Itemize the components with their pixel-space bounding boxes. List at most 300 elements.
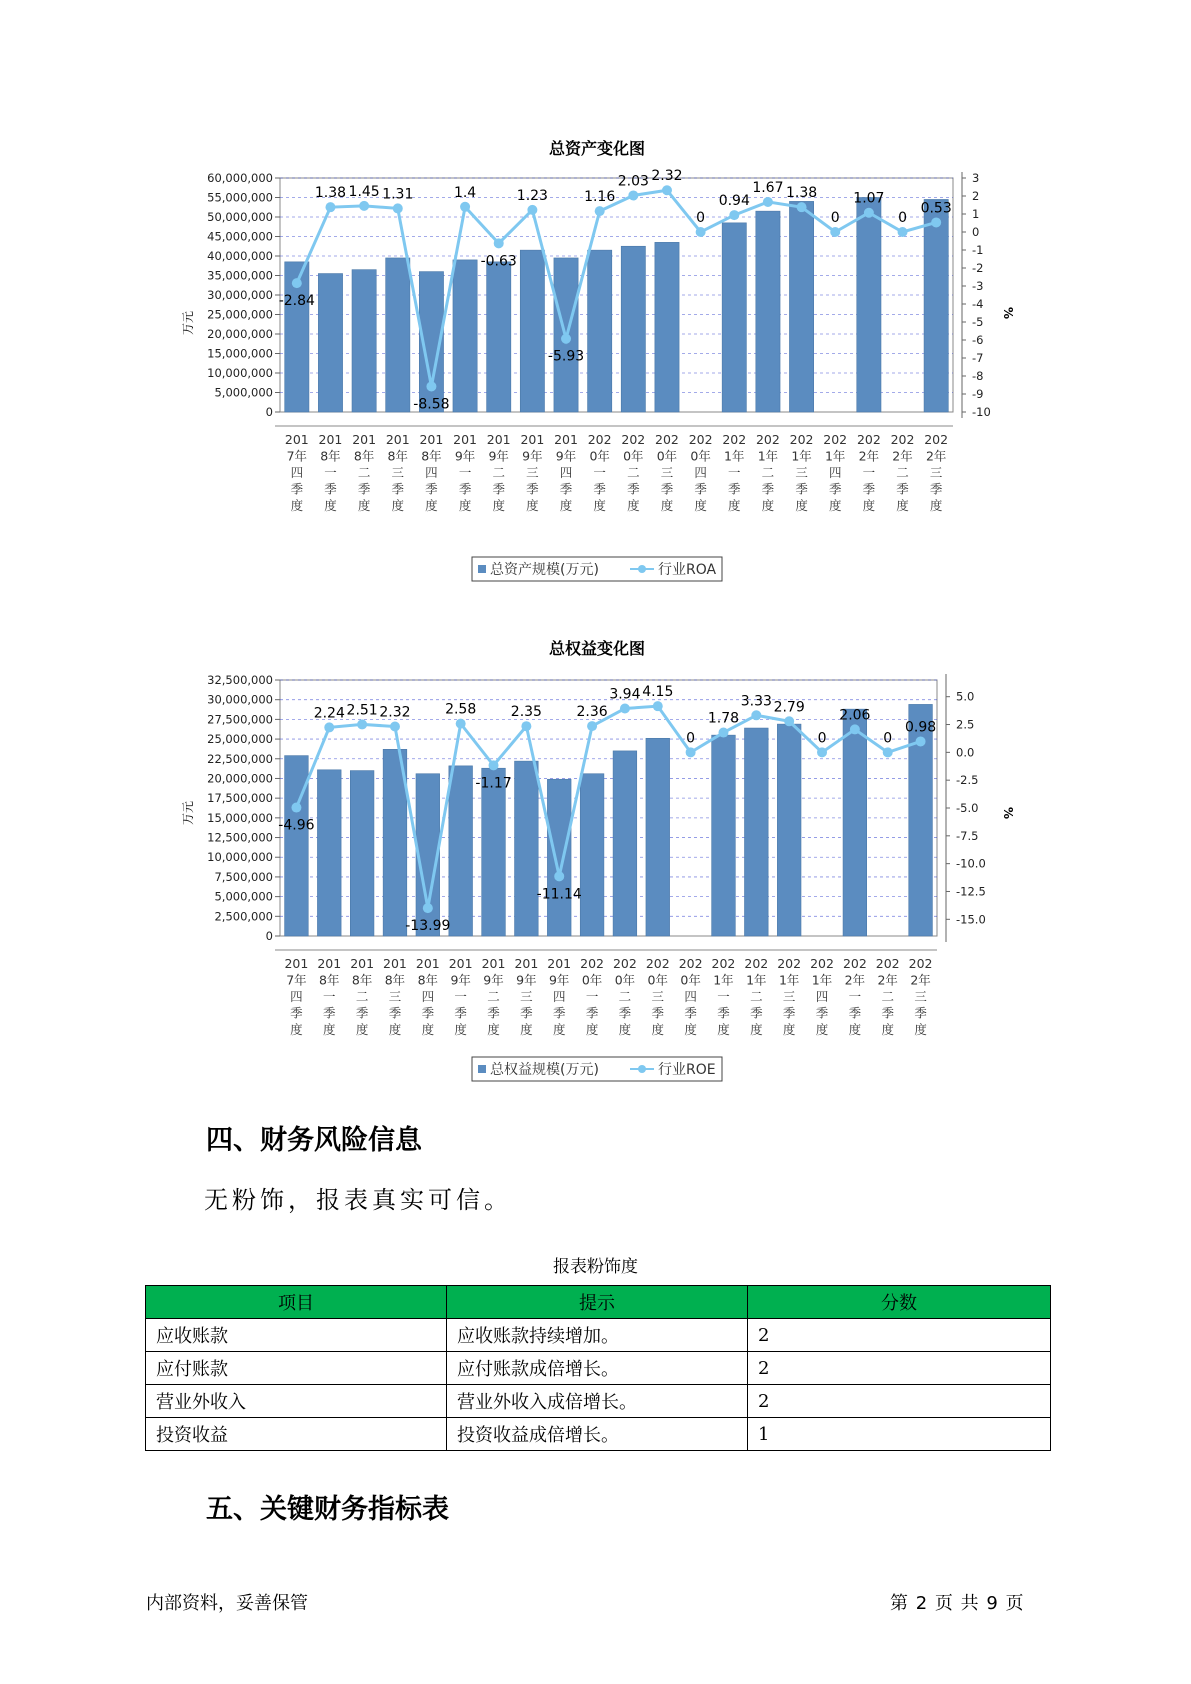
data-label: 0 xyxy=(686,730,696,747)
x-tick-label: 201 xyxy=(385,432,410,447)
data-label: 1.38 xyxy=(314,185,347,202)
x-tick-label: 度 xyxy=(848,1022,862,1037)
x-tick-label: 1年 xyxy=(757,448,779,464)
bar xyxy=(317,770,341,936)
y-tick-label: 0 xyxy=(265,405,273,419)
x-tick-label: 三 xyxy=(795,465,808,480)
data-label: -8.58 xyxy=(413,396,450,413)
y2-tick-label: -2.5 xyxy=(956,773,979,788)
data-point xyxy=(291,803,301,813)
x-tick-label: 季 xyxy=(660,481,674,497)
data-label: -13.99 xyxy=(405,918,451,935)
bar xyxy=(318,274,342,412)
x-tick-label: 度 xyxy=(881,1022,894,1037)
data-point xyxy=(357,719,367,729)
bar xyxy=(712,735,736,936)
x-tick-label: 季 xyxy=(526,481,539,497)
data-label: 2.51 xyxy=(346,702,378,719)
bar xyxy=(386,258,410,412)
y-tick-label: 7,500,000 xyxy=(214,869,273,884)
bar xyxy=(487,262,511,412)
y2-tick-label: -12.5 xyxy=(956,884,986,899)
y-tick-label: 10,000,000 xyxy=(207,850,273,865)
data-label: 2.32 xyxy=(651,168,683,185)
y-tick-label: 15,000,000 xyxy=(207,346,273,361)
x-tick-label: 0年 xyxy=(680,972,701,988)
x-tick-label: 度 xyxy=(914,1022,927,1037)
x-tick-label: 1年 xyxy=(824,448,846,464)
x-tick-label: 季 xyxy=(388,1005,402,1021)
x-tick-label: 202 xyxy=(587,432,612,447)
x-tick-label: 度 xyxy=(862,498,876,513)
bar xyxy=(547,779,571,936)
x-tick-label: 季 xyxy=(585,1005,599,1021)
table-row xyxy=(146,1319,1051,1352)
x-tick-label: 季 xyxy=(815,1005,829,1021)
x-tick-label: 9年 xyxy=(548,972,570,988)
data-label: 1.38 xyxy=(785,185,818,202)
data-label: 3.33 xyxy=(740,693,772,710)
bar xyxy=(621,246,645,412)
data-label: 2.79 xyxy=(773,699,805,716)
y2-tick-label: -4 xyxy=(972,297,984,311)
x-tick-label: 季 xyxy=(750,1005,763,1021)
x-tick-label: 202 xyxy=(744,956,769,971)
y-tick-label: 20,000,000 xyxy=(207,771,273,786)
bar xyxy=(722,223,746,412)
x-tick-label: 度 xyxy=(458,498,472,513)
table-cell: 营业外收入成倍增长。 xyxy=(447,1385,748,1418)
data-point xyxy=(521,721,531,731)
x-tick-label: 度 xyxy=(627,498,640,513)
data-label: 1.45 xyxy=(348,183,380,200)
x-tick-label: 9年 xyxy=(488,448,509,464)
x-tick-label: 季 xyxy=(559,481,573,497)
x-tick-label: 度 xyxy=(651,1022,665,1037)
x-tick-label: 四 xyxy=(421,989,435,1004)
y2-tick-label: 2.5 xyxy=(956,717,975,732)
x-tick-label: 202 xyxy=(711,956,736,971)
y2-tick-label: -10.0 xyxy=(956,856,986,871)
data-label: 1.31 xyxy=(382,186,414,203)
x-tick-label: 季 xyxy=(425,481,438,497)
data-point xyxy=(554,871,564,881)
legend xyxy=(472,557,722,581)
data-point xyxy=(359,201,369,211)
x-tick-label: 一 xyxy=(323,989,336,1004)
data-label: 4.15 xyxy=(642,684,674,701)
x-tick-label: 2年 xyxy=(910,972,931,988)
y-axis-label-right: % xyxy=(1001,306,1015,320)
x-tick-label: 1年 xyxy=(724,448,745,464)
data-label: 0.53 xyxy=(920,200,952,217)
bar xyxy=(285,756,309,936)
data-point xyxy=(426,381,436,391)
x-tick-label: 二 xyxy=(896,465,909,480)
data-point xyxy=(292,278,302,288)
data-point xyxy=(595,206,605,216)
x-tick-label: 9年 xyxy=(516,972,537,988)
x-tick-label: 202 xyxy=(722,432,747,447)
y-axis-label-left: 万元 xyxy=(181,800,195,826)
footer-page-number: 第 2 页 共 9 页 xyxy=(890,1593,1025,1614)
x-tick-label: 四 xyxy=(684,989,697,1004)
bar xyxy=(515,761,539,936)
x-tick-label: 8年 xyxy=(417,972,439,988)
bar xyxy=(588,250,612,412)
table-cell: 2 xyxy=(748,1319,1051,1352)
legend-line-swatch xyxy=(638,1065,646,1073)
x-tick-label: 201 xyxy=(514,956,539,971)
x-tick-label: 季 xyxy=(593,481,606,497)
data-point xyxy=(527,205,537,215)
y2-tick-label: -9 xyxy=(972,387,984,401)
assets-chart-svg xyxy=(0,130,1191,600)
bar xyxy=(453,260,477,412)
data-point xyxy=(494,238,504,248)
data-point xyxy=(751,710,761,720)
x-tick-label: 季 xyxy=(828,481,842,497)
y-axis-label-left: 万元 xyxy=(181,310,195,336)
x-tick-label: 0年 xyxy=(623,448,644,464)
table-row xyxy=(146,1385,1051,1418)
x-tick-label: 度 xyxy=(357,498,371,513)
x-tick-label: 201 xyxy=(284,956,309,971)
x-tick-label: 0年 xyxy=(656,448,678,464)
x-tick-label: 202 xyxy=(856,432,881,447)
table-cell: 应收账款持续增加。 xyxy=(447,1319,748,1352)
y2-tick-label: -2 xyxy=(972,261,984,275)
x-tick-label: 二 xyxy=(750,989,763,1004)
x-tick-label: 8年 xyxy=(320,448,341,464)
data-label: 3.94 xyxy=(609,686,641,703)
equity-chart xyxy=(0,630,1191,1094)
x-tick-label: 201 xyxy=(554,432,578,447)
x-tick-label: 一 xyxy=(593,465,606,480)
y2-tick-label: -7 xyxy=(972,351,984,365)
x-tick-label: 季 xyxy=(651,1005,665,1021)
data-label: 0.98 xyxy=(904,719,937,736)
chart-title: 总权益变化图 xyxy=(548,639,646,658)
x-tick-label: 2年 xyxy=(858,448,880,464)
y-tick-label: 30,000,000 xyxy=(207,288,273,302)
legend-line-label: 行业ROE xyxy=(658,1062,716,1078)
x-tick-label: 季 xyxy=(761,481,775,497)
x-tick-label: 201 xyxy=(415,956,440,971)
bar xyxy=(350,771,374,936)
x-tick-label: 三 xyxy=(914,989,927,1004)
y2-tick-label: 1 xyxy=(972,207,980,221)
x-tick-label: 7年 xyxy=(286,972,307,988)
y2-tick-label: -5 xyxy=(972,315,984,329)
equity-chart-svg xyxy=(0,630,1191,1090)
x-tick-label: 201 xyxy=(284,432,309,447)
table-cell: 2 xyxy=(748,1385,1051,1418)
data-point xyxy=(784,716,794,726)
x-tick-label: 2年 xyxy=(877,972,898,988)
x-tick-label: 季 xyxy=(896,481,909,497)
x-tick-label: 一 xyxy=(585,989,599,1004)
x-tick-label: 季 xyxy=(324,481,337,497)
bar xyxy=(482,768,506,936)
table-cell: 投资收益成倍增长。 xyxy=(447,1418,748,1451)
y-tick-label: 5,000,000 xyxy=(214,889,273,904)
x-tick-label: 季 xyxy=(694,481,707,497)
x-tick-label: 8年 xyxy=(384,972,406,988)
column-header: 提示 xyxy=(447,1286,748,1319)
x-tick-label: 201 xyxy=(481,956,506,971)
data-label: 1.07 xyxy=(853,190,885,207)
y2-tick-label: 0 xyxy=(972,225,980,239)
table-cell: 1 xyxy=(748,1418,1051,1451)
bar xyxy=(520,250,544,412)
data-label: 1.4 xyxy=(453,184,477,201)
plot-area xyxy=(207,673,986,1037)
data-point xyxy=(662,185,672,195)
x-tick-label: 季 xyxy=(323,1005,336,1021)
x-tick-label: 度 xyxy=(795,498,808,513)
x-tick-label: 一 xyxy=(848,989,862,1004)
data-label: 0 xyxy=(817,730,827,747)
table-cell: 应付账款 xyxy=(146,1352,447,1385)
x-tick-label: 202 xyxy=(924,432,949,447)
x-tick-label: 季 xyxy=(487,1005,500,1021)
data-point xyxy=(797,202,807,212)
x-tick-label: 度 xyxy=(593,498,606,513)
y-tick-label: 40,000,000 xyxy=(207,249,273,263)
data-label: 1.78 xyxy=(707,710,740,727)
y2-tick-label: -1 xyxy=(972,243,984,257)
x-tick-label: 季 xyxy=(552,1005,566,1021)
data-point xyxy=(850,724,860,734)
section4-heading: 四、财务风险信息 xyxy=(206,1125,422,1156)
x-tick-label: 三 xyxy=(929,465,943,480)
x-tick-label: 9年 xyxy=(483,972,504,988)
data-label: 0 xyxy=(883,730,893,747)
x-tick-label: 季 xyxy=(618,1005,632,1021)
x-tick-label: 度 xyxy=(694,498,707,513)
data-point xyxy=(718,728,728,738)
data-label: 2.03 xyxy=(617,173,649,190)
x-tick-label: 9年 xyxy=(522,448,543,464)
x-tick-label: 二 xyxy=(881,989,894,1004)
data-point xyxy=(325,202,335,212)
x-tick-label: 201 xyxy=(547,956,572,971)
x-tick-label: 三 xyxy=(651,989,665,1004)
x-tick-label: 201 xyxy=(520,432,545,447)
data-label: -0.63 xyxy=(480,253,517,270)
y2-tick-label: 2 xyxy=(972,189,980,203)
data-label: 2.32 xyxy=(379,704,411,721)
legend xyxy=(472,1057,722,1081)
x-tick-label: 202 xyxy=(908,956,933,971)
data-point xyxy=(390,722,400,732)
data-point xyxy=(628,190,638,200)
legend-bar-swatch xyxy=(478,565,486,573)
x-tick-label: 8年 xyxy=(421,448,442,464)
risk-table xyxy=(145,1285,1051,1451)
x-tick-label: 0年 xyxy=(581,972,603,988)
x-tick-label: 1年 xyxy=(811,972,833,988)
x-tick-label: 8年 xyxy=(351,972,373,988)
x-tick-label: 202 xyxy=(777,956,802,971)
table-cell: 投资收益 xyxy=(146,1418,447,1451)
data-label: 0 xyxy=(898,210,907,226)
x-tick-label: 四 xyxy=(290,465,304,480)
x-tick-label: 202 xyxy=(810,956,834,971)
data-label: 2.58 xyxy=(445,701,477,718)
section4-paragraph: 无粉饰，报表真实可信。 xyxy=(204,1186,512,1214)
x-tick-label: 一 xyxy=(454,989,467,1004)
x-tick-label: 二 xyxy=(357,465,371,480)
x-tick-label: 202 xyxy=(645,956,670,971)
x-tick-label: 季 xyxy=(627,481,640,497)
x-tick-label: 季 xyxy=(357,481,371,497)
x-tick-label: 201 xyxy=(317,956,342,971)
x-tick-label: 1年 xyxy=(791,448,812,464)
x-tick-label: 201 xyxy=(448,956,473,971)
bar xyxy=(924,199,948,412)
x-tick-label: 度 xyxy=(388,1022,402,1037)
data-point xyxy=(686,747,696,757)
bar xyxy=(646,738,670,936)
x-tick-label: 度 xyxy=(454,1022,467,1037)
x-tick-label: 0年 xyxy=(614,972,636,988)
data-label: 2.36 xyxy=(576,704,608,721)
x-tick-label: 三 xyxy=(782,989,796,1004)
x-tick-label: 度 xyxy=(896,498,909,513)
y2-tick-label: -15.0 xyxy=(956,912,986,927)
x-tick-label: 0年 xyxy=(647,972,669,988)
data-point xyxy=(830,227,840,237)
data-label: 2.06 xyxy=(839,707,871,724)
x-tick-label: 二 xyxy=(492,465,505,480)
table-header-row xyxy=(146,1286,1051,1319)
legend-line-label: 行业ROA xyxy=(658,562,717,578)
x-tick-label: 0年 xyxy=(690,448,711,464)
y-tick-label: 45,000,000 xyxy=(207,229,273,244)
x-tick-label: 度 xyxy=(425,498,438,513)
bar xyxy=(789,201,813,412)
data-point xyxy=(620,703,630,713)
data-point xyxy=(456,719,466,729)
y2-tick-label: 3 xyxy=(972,171,980,185)
y2-tick-label: -3 xyxy=(972,279,984,293)
y2-tick-label: 5.0 xyxy=(956,689,975,704)
x-tick-label: 度 xyxy=(929,498,943,513)
x-tick-label: 三 xyxy=(388,989,402,1004)
x-tick-label: 度 xyxy=(618,1022,632,1037)
x-tick-label: 三 xyxy=(526,465,539,480)
x-tick-label: 度 xyxy=(290,1022,303,1037)
data-label: 1.67 xyxy=(752,179,784,196)
data-point xyxy=(460,202,470,212)
x-tick-label: 度 xyxy=(552,1022,566,1037)
x-tick-label: 201 xyxy=(419,432,444,447)
column-header: 分数 xyxy=(748,1286,1051,1319)
legend-bar-label: 总权益规模(万元) xyxy=(490,1062,599,1078)
y-tick-label: 17,500,000 xyxy=(207,791,273,806)
x-tick-label: 8年 xyxy=(387,448,409,464)
x-tick-label: 1年 xyxy=(713,972,734,988)
bar xyxy=(449,766,473,936)
x-tick-label: 季 xyxy=(862,481,876,497)
x-tick-label: 202 xyxy=(580,956,605,971)
x-tick-label: 三 xyxy=(520,989,533,1004)
y2-tick-label: -7.5 xyxy=(956,828,979,843)
x-tick-label: 度 xyxy=(761,498,775,513)
bar xyxy=(857,198,881,413)
data-point xyxy=(883,747,893,757)
y-axis-label-right: % xyxy=(1001,806,1015,820)
y-tick-label: 60,000,000 xyxy=(207,171,273,185)
y2-tick-label: -6 xyxy=(972,333,984,347)
y2-tick-label: -5.0 xyxy=(956,801,979,815)
x-tick-label: 二 xyxy=(618,989,632,1004)
x-tick-label: 201 xyxy=(383,956,407,971)
y-tick-label: 15,000,000 xyxy=(207,810,273,825)
x-tick-label: 度 xyxy=(492,498,505,513)
x-tick-label: 季 xyxy=(290,1005,303,1021)
x-tick-label: 度 xyxy=(559,498,573,513)
data-label: -2.84 xyxy=(278,293,315,310)
y2-tick-label: -8 xyxy=(972,369,984,383)
y-tick-label: 25,000,000 xyxy=(207,732,273,747)
x-tick-label: 一 xyxy=(728,465,741,480)
y-tick-label: 30,000,000 xyxy=(207,692,273,707)
x-tick-label: 202 xyxy=(789,432,814,447)
x-tick-label: 度 xyxy=(520,1022,533,1037)
bar xyxy=(352,270,376,412)
x-tick-label: 一 xyxy=(862,465,876,480)
data-label: 2.35 xyxy=(510,704,542,721)
x-tick-label: 四 xyxy=(552,989,566,1004)
x-tick-label: 8年 xyxy=(319,972,340,988)
footer-confidential: 内部资料，妥善保管 xyxy=(146,1593,308,1614)
x-tick-label: 201 xyxy=(350,956,375,971)
data-point xyxy=(561,334,571,344)
x-tick-label: 度 xyxy=(526,498,539,513)
bar xyxy=(843,709,867,936)
x-tick-label: 201 xyxy=(453,432,478,447)
x-tick-label: 9年 xyxy=(555,448,577,464)
data-point xyxy=(729,210,739,220)
x-tick-label: 201 xyxy=(486,432,511,447)
bar xyxy=(777,724,801,936)
data-label: -11.14 xyxy=(536,886,582,903)
x-tick-label: 四 xyxy=(559,465,573,480)
data-point xyxy=(653,701,663,711)
data-point xyxy=(763,197,773,207)
chart-title: 总资产变化图 xyxy=(548,139,646,158)
x-tick-label: 二 xyxy=(627,465,640,480)
x-tick-label: 度 xyxy=(324,498,337,513)
x-tick-label: 度 xyxy=(728,498,741,513)
data-point xyxy=(489,760,499,770)
x-tick-label: 度 xyxy=(750,1022,763,1037)
data-point xyxy=(423,903,433,913)
data-label: -1.17 xyxy=(475,775,512,792)
x-tick-label: 季 xyxy=(458,481,472,497)
x-tick-label: 202 xyxy=(823,432,848,447)
x-tick-label: 四 xyxy=(828,465,842,480)
table-cell: 2 xyxy=(748,1352,1051,1385)
y-tick-label: 20,000,000 xyxy=(207,327,273,341)
data-label: 0 xyxy=(696,210,706,226)
x-tick-label: 季 xyxy=(520,1005,533,1021)
x-tick-label: 2年 xyxy=(892,448,913,464)
plot-area xyxy=(207,168,991,513)
